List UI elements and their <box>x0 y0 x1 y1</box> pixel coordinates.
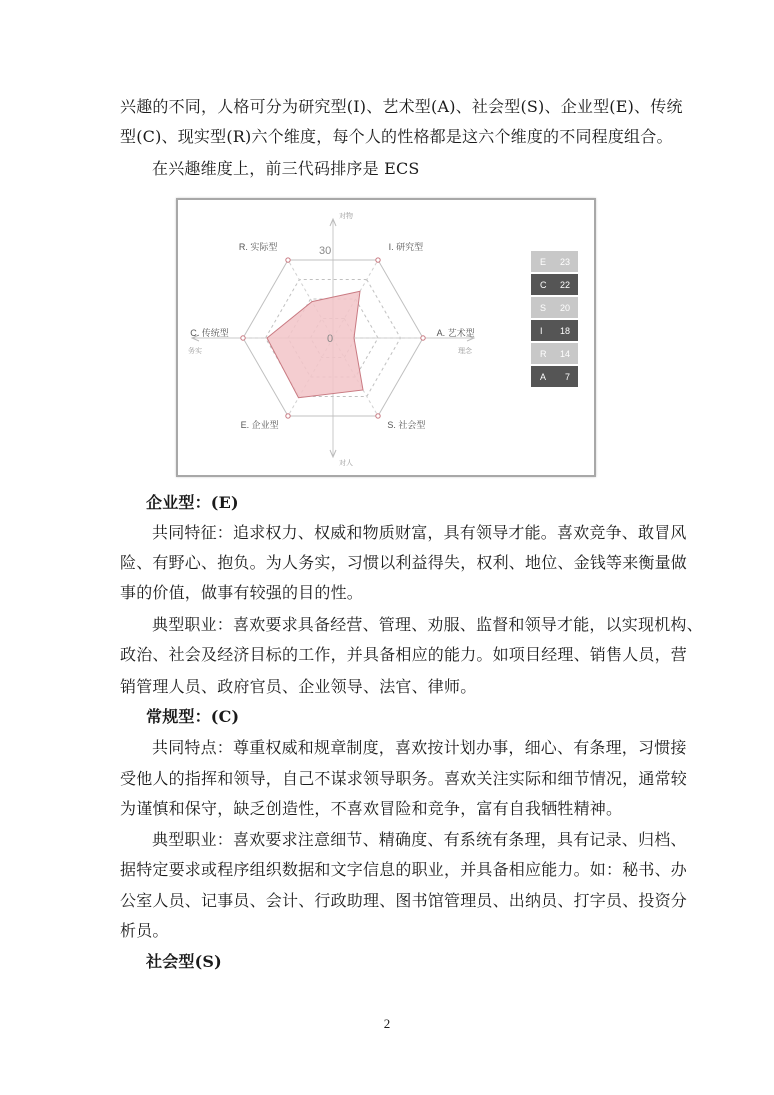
ranking-code: I <box>540 326 543 336</box>
section-e-p2-line-3: 销管理人员、政府官员、企业领导、法官、律师。 <box>120 677 477 696</box>
section-s-heading: 社会型(S) <box>146 952 222 971</box>
radar-chart <box>178 200 594 475</box>
intro-line-1: 兴趣的不同，人格可分为研究型(I)、艺术型(A)、社会型(S)、企业型(E)、传统 <box>120 97 683 116</box>
section-e-p2-line-2: 政治、社会及经济目标的工作，并具备相应的能力。如项目经理、销售人员，营 <box>120 645 688 664</box>
section-e-p1-line-2: 险、有野心、抱负。为人务实，习惯以利益得失，权利、地位、金钱等来衡量做 <box>120 553 688 572</box>
radar-data-area <box>267 291 363 398</box>
ranking-code: C <box>540 280 547 290</box>
ranking-box <box>531 297 578 318</box>
section-e-heading: 企业型：(E) <box>146 493 239 512</box>
ranking-box <box>531 251 578 272</box>
section-c-heading: 常规型：(C) <box>146 707 240 726</box>
section-c-p1-line-1: 共同特点：尊重权威和规章制度，喜欢按计划办事，细心、有条理，习惯接 <box>152 738 687 757</box>
axis-end-label-left: 务实 <box>188 348 202 355</box>
axis-end-label-right: 理念 <box>458 348 472 355</box>
radar-tick-label: 0 <box>327 333 334 345</box>
ranking-score: 23 <box>559 257 570 267</box>
ranking-box <box>531 366 578 387</box>
radar-axis-label: A. 艺术型 <box>436 328 475 338</box>
radar-vertex-dot <box>421 336 425 340</box>
page-number: 2 <box>383 1016 391 1031</box>
ranking-score: 22 <box>559 280 570 290</box>
ranking-box <box>531 343 578 364</box>
section-c-p1-line-2: 受他人的指挥和领导，自己不谋求领导职务。喜欢关注实际和细节情况，通常较 <box>120 769 688 788</box>
radar-vertex-dot <box>286 414 290 418</box>
section-c-p1-line-3: 为谨慎和保守，缺乏创造性，不喜欢冒险和竞争，富有自我牺牲精神。 <box>120 799 623 818</box>
radar-axis-label: E. 企业型 <box>240 419 279 430</box>
radar-axis-label: I. 研究型 <box>388 242 424 253</box>
radar-chart-figure <box>176 198 596 477</box>
ranking-score: 7 <box>564 372 570 382</box>
section-e-p1-line-3: 事的价值，做事有较强的目的性。 <box>120 583 364 602</box>
intro-line-2: 型(C)、现实型(R)六个维度，每个人的性格都是这六个维度的不同程度组合。 <box>120 127 673 146</box>
intro-line-3: 在兴趣维度上，前三代码排序是 ECS <box>152 159 420 178</box>
radar-axis-label: R. 实际型 <box>238 242 278 253</box>
radar-vertex-dot <box>286 258 290 262</box>
section-c-p2-line-1: 典型职业：喜欢要求注意细节、精确度、有系统有条理，具有记录、归档、 <box>152 830 687 849</box>
radar-axis-label: C. 传统型 <box>190 328 229 338</box>
section-e-p2-line-1: 典型职业：喜欢要求具备经营、管理、劝服、监督和领导才能，以实现机构、 <box>152 615 703 634</box>
radar-vertex-dot <box>376 414 380 418</box>
radar-tick-label: 30 <box>319 245 332 257</box>
ranking-score: 20 <box>559 303 570 313</box>
ranking-box <box>531 320 578 341</box>
ranking-box <box>531 274 578 295</box>
ranking-score: 18 <box>559 326 570 336</box>
section-c-p2-line-2: 据特定要求或程序组织数据和文字信息的职业，并具备相应能力。如：秘书、办 <box>120 860 688 879</box>
ranking-code: S <box>540 303 547 313</box>
ranking-code: A <box>540 372 547 382</box>
section-e-p1-line-1: 共同特征：追求权力、权威和物质财富，具有领导才能。喜欢竞争、敢冒风 <box>152 523 687 542</box>
ranking-score: 14 <box>559 349 570 359</box>
ranking-code: E <box>540 257 547 267</box>
radar-vertex-dot <box>376 258 380 262</box>
radar-vertex-dot <box>241 336 245 340</box>
section-c-p2-line-4: 析员。 <box>120 921 169 940</box>
ranking-code: R <box>540 349 547 359</box>
axis-end-label-bottom: 对人 <box>339 460 353 467</box>
axis-end-label-top: 对物 <box>339 213 353 220</box>
radar-axis-label: S. 社会型 <box>387 419 426 430</box>
section-c-p2-line-3: 公室人员、记事员、会计、行政助理、图书馆管理员、出纳员、打字员、投资分 <box>120 891 688 910</box>
